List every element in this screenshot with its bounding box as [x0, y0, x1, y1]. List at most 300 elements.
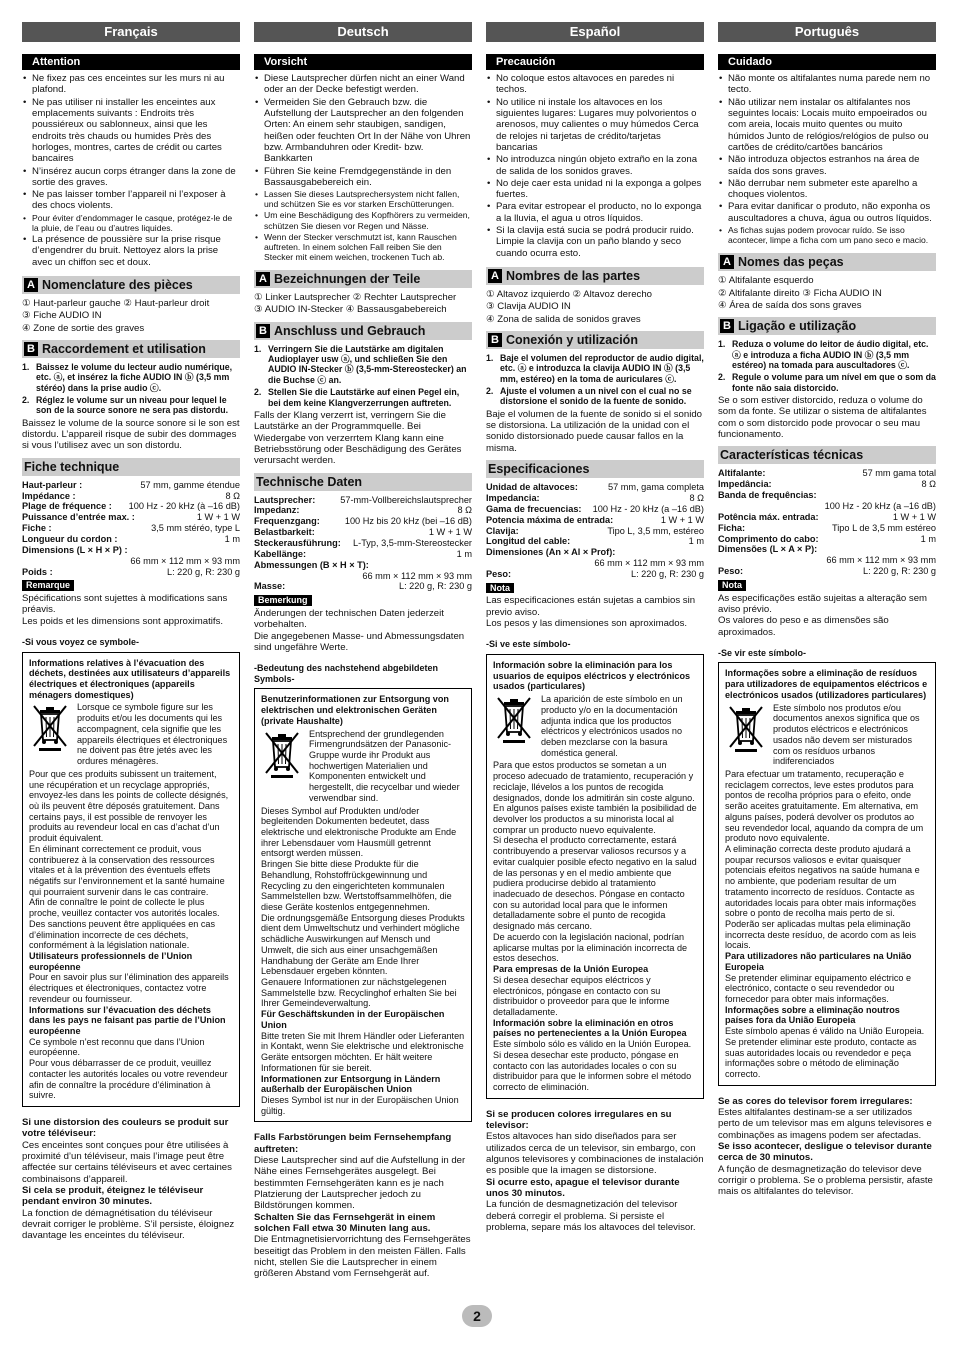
- step-text: Stellen Sie die Lautstärke auf einen Pegel ein, bei dem keine Klangverzerrungen auftreten.: [268, 387, 460, 408]
- disposal-info-box: [718, 662, 936, 1085]
- disposal-paragraph: Die ordnungsgemäße Entsorgung dieses Produkts dient dem Umweltschutz und verhindert mögliche schädliche Auswirkungen auf Mensch und Umwelt, die sich aus einer unsachgemäßen Handhabung der Geräte am Ende Ihrer Lebensdauer ergeben könnten.: [261, 912, 465, 977]
- crossed-bin-icon: [261, 729, 303, 779]
- spec-value: 8 Ω: [689, 492, 704, 503]
- connect-section-header: [22, 340, 240, 358]
- spec-value: 66 mm × 112 mm × 93 mm: [594, 558, 704, 569]
- note-line: Die angegebenen Masse- und Abmessungsdaten sind ungefähre Werte.: [254, 630, 465, 653]
- spec-row: [22, 501, 240, 512]
- section-badge-a: A: [256, 272, 270, 286]
- disposal-paragraphs: [725, 769, 929, 1080]
- spec-value: 66 mm × 112 mm × 93 mm: [130, 555, 240, 566]
- warning-item: • Diese Lautsprecher dürfen nicht an einer Wand oder an der Decke befestigt werden.: [254, 73, 472, 96]
- spec-key: Steckerausführung:: [254, 537, 341, 548]
- note-lines: [22, 593, 240, 627]
- connection-steps: [22, 362, 240, 416]
- spec-row: [486, 493, 704, 504]
- spec-value: 8 Ω: [457, 505, 472, 516]
- spec-value: 1 W + 1 W: [660, 514, 704, 525]
- spec-key: Unidad de altavoces:: [486, 482, 578, 493]
- language-header: Español: [486, 22, 704, 42]
- language-column: [254, 22, 472, 1279]
- section-badge-a: A: [488, 269, 502, 283]
- connect-section-title: Conexión y utilización: [506, 332, 638, 347]
- crossed-bin-icon: [725, 703, 767, 753]
- connection-step: [254, 387, 472, 408]
- disposal-paragraph: Dieses Symbol ist nur in der Europäischen Union gültig.: [261, 1094, 459, 1116]
- section-badge-a: A: [24, 278, 38, 292]
- disposal-paragraph: En éliminant correctement ce produit, vous contribuerez à la conservation des ressources vitales et à la prévention des éventuels effets négatifs sur l’environnement et la santé humaine qui pourraient survenir dans le cas contraire.: [29, 843, 225, 897]
- disposal-paragraph: Si desea desechar este producto, póngase en contacto con las autoridades locales o con su distribuidor para que le informen sobre el método correcto de eliminación.: [493, 1049, 692, 1092]
- note-line: Änderungen der technischen Daten jederzeit vorbehalten.: [254, 607, 444, 631]
- disposal-subheading: Información sobre la eliminación en otros países no pertenecientes a la Unión Europea: [493, 1017, 687, 1039]
- warning-list: [22, 73, 240, 268]
- spec-row: [718, 566, 936, 577]
- connection-steps: [254, 344, 472, 408]
- spec-value: 100 Hz bis 20 kHz (bei –16 dB): [344, 516, 472, 527]
- part-line: ① Altavoz izquierdo ② Altavoz derecho: [486, 289, 652, 300]
- warning-item: • N’insérez aucun corps étranger dans la zone de sortie des graves.: [22, 166, 240, 189]
- connection-step: [486, 353, 704, 384]
- spec-value: 1 m: [920, 533, 936, 544]
- distortion-advice: Si ocurre esto, apague el televisor durante unos 30 minutos.: [486, 1176, 680, 1199]
- warning-item: • No coloque estos altavoces en paredes ni techos.: [486, 73, 704, 96]
- spec-key: Dimensions (L × H × P) :: [22, 544, 128, 555]
- step-number: 2.: [254, 387, 262, 398]
- parts-list: [486, 289, 704, 325]
- spec-key: Potência máx. entrada:: [718, 511, 819, 522]
- spec-row: [254, 516, 472, 527]
- spec-key: Comprimento do cabo:: [718, 533, 819, 544]
- spec-key: Belastbarkeit:: [254, 527, 315, 538]
- spec-section-title: Especificaciones: [488, 462, 590, 477]
- distortion-text-2: Die Entmagnetisiervorrichtung des Fernsehgerätes beseitigt das Problem in den meisten Fällen. Falls nicht, stellen Sie die Lautsprecher in einem größeren Abstand vom Fernsehgerät auf.: [254, 1234, 471, 1280]
- warning-item: • Führen Sie keine Fremdgegenstände in den Bassausgabebereich ein.: [254, 166, 472, 189]
- distortion-advice: Se isso acontecer, desligue o televisor durante cerca de 30 minutos.: [718, 1141, 932, 1164]
- step-number: 2.: [486, 386, 494, 397]
- warning-item: • Um eine Beschädigung des Kopfhörers zu vermeiden, schützen Sie diesen vor Regen und Nässe.: [254, 210, 472, 230]
- warning-item: • Vermeiden Sie den Gebrauch bzw. die Aufstellung der Lautsprecher an den folgenden Orten: An einem sehr staubigen, sandigen, heißen oder feuchten Ort In der Nähe von Uhren bzw. Armbanduhren oder Kredit- bzw. Bankkarten: [254, 97, 472, 165]
- warning-item: • Pour éviter d’endommager le casque, protégez-le de la pluie, de l’eau ou d’autres liquides.: [22, 213, 240, 233]
- tv-distortion-section: [254, 1132, 472, 1279]
- step-number: 1.: [22, 361, 30, 372]
- crossed-bin-icon: [493, 694, 535, 744]
- disposal-subheading: Informationen zur Entsorgung in Ländern außerhalb der Europäischen Union: [261, 1073, 441, 1095]
- language-column: [22, 22, 240, 1279]
- connection-step: [254, 344, 472, 386]
- disposal-paragraphs: [261, 806, 465, 1117]
- parts-section-title: Bezeichnungen der Teile: [274, 272, 421, 287]
- section-badge-b: B: [720, 319, 734, 333]
- disposal-paragraphs: [29, 769, 233, 1101]
- disposal-paragraph: Pour vous débarrasser de ce produit, veuillez contacter les autorités locales ou votre revendeur afin de connaître la procédure d’élimination à suivre.: [29, 1058, 228, 1101]
- spec-value: L: 220 g, R: 230 g: [398, 581, 472, 592]
- part-line: ① Haut-parleur gauche ② Haut-parleur droit: [22, 297, 210, 309]
- note-label: Nota: [718, 580, 746, 591]
- warning-item: • Não introduza objectos estranhos na área de saída dos sons graves.: [718, 154, 936, 177]
- disposal-paragraph: A eliminação correcta deste produto ajudará a poupar recursos valiosos e evitar quaisquer potenciais efeitos negativos na saúde humana e no ambiente, que poderiam resultar de um tratamento incorrecto de resíduos. Contacte as autoridades locais para obter mais informações sobre o ponto de recolha mais perto de si.: [725, 843, 920, 919]
- spec-row: [486, 547, 704, 558]
- spec-row: [22, 545, 240, 556]
- disposal-info-box: [22, 652, 240, 1107]
- connect-section-title: Ligação e utilização: [738, 319, 857, 334]
- disposal-heading: Benutzerinformationen zur Entsorgung von elektrischen und elektronischen Geräten (private Haushalte): [261, 694, 449, 726]
- spec-value: Tipo L de 3,5 mm estéreo: [831, 522, 936, 533]
- distortion-advice: Si cela se produit, éteignez le téléviseur pendant environ 30 minutes.: [22, 1184, 204, 1208]
- spec-row: [486, 558, 704, 569]
- symbol-title: -Si ve este símbolo-: [486, 639, 571, 650]
- warning-item: • Si la clavija está sucia se podrá producir ruido. Limpie la clavija con un paño blando y seco cuando ocurra esto.: [486, 225, 704, 259]
- bin-symbol-text: Este símbolo nos produtos e/ou documentos anexos significa que os produtos eléctricos e electrónicos usados não devem ser misturados com os resíduos urbanos indiferenciados: [773, 702, 920, 767]
- spec-row: [486, 504, 704, 515]
- page-number: 2: [462, 1305, 492, 1327]
- spec-value: 8 Ω: [225, 490, 240, 501]
- step-number: 1.: [486, 352, 494, 363]
- disposal-subheading: Informations sur l’évacuation des déchets dans les pays ne faisant pas partie de l’Union européenne: [29, 1004, 226, 1037]
- disposal-paragraph: Si desea desechar equipos eléctricos y electrónicos, póngase en contacto con su distribuidor o proveedor para que le informe detalladamente.: [493, 974, 670, 1017]
- note-lines: [254, 608, 472, 653]
- step-text: Verringern Sie die Lautstärke am digitalen Audioplayer usw ⓐ, und schließen Sie den AUDIO IN-Stecker ⓑ (3,5-mm-Stereostecker) an die Buchse ⓒ an.: [268, 343, 467, 385]
- note-lines: [718, 593, 936, 638]
- symbol-title: -Si vous voyez ce symbole-: [22, 637, 140, 647]
- spec-key: Dimensões (L × A × P):: [718, 544, 818, 555]
- note-line: Les poids et les dimensions sont approximatifs.: [22, 615, 224, 627]
- warning-item: • No introduzca ningún objeto extraño en la zona de salida de los sonidos graves.: [486, 154, 704, 177]
- note-label: Nota: [486, 583, 514, 594]
- bin-row: [29, 702, 233, 766]
- part-line: ③ Clavija AUDIO IN: [486, 301, 571, 313]
- warning-item: • Ne pas utiliser ni installer les enceintes aux emplacements suivants : Endroits très poussiéreux ou sablonneux, ainsi que les endroits très chauds ou humides Près des horloges, montres, cartes de crédit ou cartes bancaires: [22, 97, 240, 165]
- tv-distortion-section: [718, 1096, 936, 1198]
- connect-section-header: [254, 322, 472, 340]
- tv-distortion-section: [22, 1117, 240, 1241]
- spec-row: [486, 536, 704, 547]
- language-columns: [22, 22, 936, 1280]
- spec-key: Kabellänge:: [254, 548, 307, 559]
- spec-value: 57 mm, gamme étendue: [140, 479, 240, 490]
- spec-key: Puissance d’entrée max. :: [22, 512, 135, 523]
- spec-table: [254, 495, 472, 593]
- spec-key: Peso:: [486, 568, 512, 579]
- disposal-heading: Información sobre la eliminación para los usuarios de equipos eléctricos y electrónicos usados (particulares): [493, 659, 691, 692]
- connect-section-header: [718, 317, 936, 335]
- connect-section-title: Raccordement et utilisation: [42, 341, 206, 356]
- distortion-title: Si une distorsion des couleurs se produit sur votre téléviseur:: [22, 1117, 229, 1140]
- distortion-text-2: A função de desmagnetização do televisor deve corrigir o problema. Se o problema persistir, afaste mais os altifalantes do televisor.: [718, 1163, 933, 1198]
- note-label: Remarque: [22, 580, 74, 591]
- disposal-paragraph: Pour que ces produits subissent un traitement, une récupération et un recyclage appropriés, envoyez-les dans les points de collecte désignés, où ils peuvent être déposés gratuitement. Dans certains pays, il est possible de renvoyer les produits au revendeur local en cas d’achat d’un produit équivalent.: [29, 768, 229, 844]
- parts-section-header: [486, 267, 704, 285]
- disposal-subheading: Para empresas de la Unión Europea: [493, 964, 649, 975]
- spec-value: 100 Hz - 20 kHz (a –16 dB): [592, 503, 704, 514]
- section-badge-a: A: [720, 255, 734, 269]
- disposal-subheading: Für Geschäftskunden in der Europäischen Union: [261, 1009, 445, 1030]
- spec-value: L: 220 g, R: 230 g: [630, 568, 704, 579]
- disposal-paragraph: Poderão ser aplicadas multas pela eliminação incorrecta deste resíduo, de acordo com as leis locais.: [725, 919, 917, 951]
- language-header: Português: [718, 22, 936, 42]
- spec-value: 100 Hz - 20 kHz (à –16 dB): [128, 501, 240, 512]
- spec-value: L-Typ, 3,5-mm-Stereostecker: [353, 537, 472, 548]
- warning-item: • No deje caer esta unidad ni la exponga a golpes fuertes.: [486, 178, 704, 201]
- connection-note: Se o som estiver distorcido, reduza o volume do som da fonte. Se utilizar o sistema de altifalantes com o som distorcido pode provocar o seu mau funcionamento.: [718, 395, 927, 441]
- spec-value: L: 220 g, R: 230 g: [862, 566, 936, 577]
- warning-item: • Lassen Sie dieses Lautsprechersystem nicht fallen, und schützen Sie es vor starken Erschütterungen.: [254, 189, 472, 209]
- section-badge-b: B: [24, 342, 38, 356]
- parts-list: [22, 298, 240, 334]
- spec-section-title: Fiche technique: [24, 459, 120, 474]
- note-line: Spécifications sont sujettes à modifications sans préavis.: [22, 593, 228, 616]
- disposal-subheading: Informações sobre a eliminação noutros países fora da União Europeia: [725, 1004, 900, 1026]
- tv-distortion-section: [486, 1109, 704, 1233]
- parts-section-title: Nomenclature des pièces: [42, 277, 193, 292]
- spec-key: Longueur du cordon :: [22, 534, 118, 545]
- note-line: Los pesos y las dimensiones son aproximados.: [486, 618, 688, 630]
- spec-key: Abmessungen (B × H × T):: [254, 559, 369, 570]
- disposal-paragraph: De acuerdo con la legislación nacional, podrían aplicarse multas por la eliminación incorrecta de estos desechos.: [493, 931, 688, 964]
- disposal-paragraph: Afin de connaître le point de collecte le plus proche, veuillez contacter vos autorités locales. Des sanctions peuvent être appliquées en cas d’élimination incorrecte de ces déchets, conformément à la législation nationale.: [29, 897, 220, 951]
- spec-row: [22, 567, 240, 578]
- disposal-info-box: [254, 688, 472, 1122]
- spec-row: [254, 505, 472, 516]
- spec-value: L: 220 g, R: 230 g: [166, 566, 240, 577]
- parts-section-header: [22, 276, 240, 294]
- spec-row: [718, 512, 936, 523]
- step-number: 1.: [254, 343, 262, 354]
- warning-title: Precaución: [486, 54, 704, 70]
- spec-table: [486, 482, 704, 580]
- distortion-text: Ces enceintes sont conçues pour être utilisées à proximité d’un téléviseur, mais l’image peut être affectée sur certains téléviseurs et avec certaines combinaisons d’appareil.: [22, 1139, 232, 1185]
- spec-row: [486, 526, 704, 537]
- parts-section-title: Nombres de las partes: [506, 269, 641, 283]
- step-text: Reduza o volume do leitor de áudio digital, etc. ⓐ e introduza a ficha AUDIO IN ⓑ (3,5 mm estéreo) na tomada para auscultadores ⓒ.: [732, 339, 929, 371]
- distortion-text-2: La función de desmagnetización del televisor deberá corregir el problema. Si persiste el problema, separe más los altavoces del televisor.: [486, 1199, 696, 1233]
- spec-value: 1 m: [456, 548, 472, 559]
- spec-row: [486, 482, 704, 493]
- spec-row: [254, 549, 472, 560]
- spec-table: [718, 468, 936, 577]
- step-text: Baje el volumen del reproductor de audio digital, etc. ⓐ e introduzca la clavija AUDIO IN ⓑ (3,5 mm, estéreo) en la toma de auriculares ⓒ.: [500, 352, 704, 384]
- part-line: ④ Zona de salida de sonidos graves: [486, 313, 641, 325]
- disposal-subheading: Utilisateurs professionnels de l’Union européenne: [29, 951, 193, 972]
- note-line: Las especificaciones están sujetas a cambios sin previo aviso.: [486, 595, 696, 618]
- bin-symbol-text: La aparición de este símbolo en un producto y/o en la documentación adjunta indica que los productos eléctricos y electrónicos usados no deben mezclarse con la basura doméstica general.: [541, 694, 683, 758]
- bin-symbol-text: Entsprechend der grundlegenden Firmengrundsätzen der Panasonic-Gruppe wurde ihr Produkt aus hochwertigen Materialien und Komponenten entwickelt und hergestellt, die recycelbar und wieder verwendbar sind.: [309, 728, 460, 803]
- spec-row: [254, 495, 472, 506]
- spec-row: [254, 538, 472, 549]
- spec-key: Poids :: [22, 566, 53, 577]
- spec-key: Clavija:: [486, 525, 519, 536]
- language-column: [486, 22, 704, 1279]
- spec-row: [254, 571, 472, 582]
- warning-title: Attention: [22, 54, 240, 70]
- spec-row: [718, 523, 936, 534]
- step-number: 2.: [22, 395, 30, 406]
- parts-list: [254, 292, 472, 316]
- bin-row: [261, 729, 465, 804]
- disposal-subheading: Para utilizadores não particulares na União Europeia: [725, 951, 912, 972]
- disposal-paragraph: Este símbolo apenas é válido na União Europeia.: [725, 1026, 925, 1037]
- spec-row: [22, 534, 240, 545]
- spec-key: Gama de frecuencias:: [486, 503, 582, 514]
- part-line: ④ Área de saída dos sons graves: [718, 299, 862, 311]
- parts-section-title: Nomes das peças: [738, 255, 844, 270]
- warning-item: • Ne fixez pas ces enceintes sur les murs ni au plafond.: [22, 73, 240, 96]
- spec-row: [22, 491, 240, 502]
- spec-value: 100 Hz - 20 kHz (a –16 dB): [824, 500, 936, 511]
- bin-symbol-text: Lorsque ce symbole figure sur les produits et/ou les documents qui les accompagnent, cela signifie que les appareils électriques et électroniques ne doivent pas être jetés avec les ordures ménagères.: [77, 702, 228, 767]
- warning-item: • Não monte os altifalantes numa parede nem no tecto.: [718, 73, 936, 96]
- crossed-bin-icon: [29, 702, 71, 752]
- spec-row: [486, 515, 704, 526]
- warning-item: • Não utilizar nem instalar os altifalantes nos seguintes locais: Locais muito empoeirados ou com areia, locais muito quentes ou muito húmidos Junto de relógios/relógios de pulso ou cartões de crédito/cartões bancários: [718, 97, 936, 154]
- spec-row: [718, 555, 936, 566]
- spec-row: [22, 556, 240, 567]
- section-badge-b: B: [488, 333, 502, 347]
- disposal-info-box: [486, 654, 704, 1099]
- part-line: ② Altifalante direito ③ Ficha AUDIO IN: [718, 287, 882, 299]
- spec-row: [718, 490, 936, 501]
- connection-note: Baissez le volume de la source sonore si le son est distordu. L’appareil risque de subir des dommages si vous l’utilisez avec un son distordu.: [22, 417, 240, 452]
- spec-value: 3,5 mm stéréo, type L: [151, 523, 240, 534]
- distortion-title: Falls Farbstörungen beim Fernsehempfang auftreten:: [254, 1132, 452, 1155]
- warning-title: Vorsicht: [254, 54, 472, 70]
- spec-value: 57-mm-Vollbereichslautsprecher: [340, 494, 472, 505]
- warning-title: Cuidado: [718, 54, 936, 70]
- symbol-title: -Se vir este símbolo-: [718, 647, 807, 658]
- spec-row: [254, 581, 472, 592]
- distortion-text: Estes altifalantes destinam-se a ser utilizados perto de um televisor mas em alguns televisores e combinações as imagens podem ser afectadas.: [718, 1107, 932, 1141]
- disposal-paragraph: Si desecha el producto correctamente, estará contribuyendo a preservar valiosos recursos y a evitar cualquier posible efecto negativo en la salud de las personas y en el medio ambiente que pudiera producirse debido al tratamiento inadecuado de desechos. Póngase en contacto con su autoridad local para que le informen detalladamente sobre el punto de recogida designado más cercano.: [493, 835, 697, 932]
- step-number: 2.: [718, 372, 726, 383]
- spec-value: 57 mm, gama completa: [608, 482, 704, 493]
- warning-item: • La présence de poussière sur la prise risque d’engendrer du bruit. Nettoyez alors la prise avec un chiffon sec et doux.: [22, 234, 240, 268]
- language-header: Deutsch: [254, 22, 472, 42]
- warning-item: • As fichas sujas podem provocar ruído. Se isso acontecer, limpe a ficha com um pano seco e macio.: [718, 225, 936, 245]
- distortion-text: Estos altavoces han sido diseñados para ser utilizados cerca de un televisor, sin embargo, con algunos televisores y combinaciones de instalación es posible que la imagen se distorsione.: [486, 1131, 704, 1177]
- disposal-heading: Informações sobre a eliminação de resíduos para utilizadores de equipamentos eléctricos e electrónicos usados (utilizadores particulares): [725, 668, 928, 700]
- parts-section-header: [254, 270, 472, 288]
- spec-value: 1 W + 1 W: [892, 511, 936, 522]
- spec-row: [22, 512, 240, 523]
- spec-row: [22, 523, 240, 534]
- spec-key: Plage de fréquence :: [22, 501, 112, 512]
- part-line: ④ Zone de sortie des graves: [22, 322, 145, 334]
- warning-list: [486, 73, 704, 259]
- distortion-title: Si se producen colores irregulares en su televisor:: [486, 1108, 672, 1132]
- disposal-paragraph: Se pretender eliminar este produto, contacte as suas autoridades locais ou revendedor e peça informações sobre o método de eliminação correcto.: [725, 1036, 917, 1080]
- note-label: Bemerkung: [254, 595, 312, 606]
- section-badge-b: B: [256, 324, 270, 338]
- disposal-paragraph: Para efectuar um tratamento, recuperação e reciclagem correctos, leve estes produtos para pontos de recolha próprios para o efeito, onde serão aceites gratuitamente. Em alternativa, em alguns países, poderá devolver os produtos ao seu revendedor local, aquando da compra de um produto novo equivalente.: [725, 768, 924, 844]
- connection-step: [718, 372, 936, 393]
- step-text: Regule o volume para um nível em que o som da fonte não saia distorcido.: [732, 372, 936, 393]
- spec-key: Banda de frequências:: [718, 490, 817, 501]
- part-line: ③ Fiche AUDIO IN: [22, 310, 102, 322]
- connect-section-title: Anschluss und Gebrauch: [274, 323, 426, 338]
- spec-value: 1 W + 1 W: [428, 527, 472, 538]
- spec-key: Fiche :: [22, 523, 52, 534]
- connection-note: Falls der Klang verzerrt ist, verringern Sie die Lautstärke an der Programmquelle. Bei Wiedergabe von verzerrtem Klang kann eine Betriebsstörung oder Beschädigung des Gerätes verursacht werden.: [254, 409, 462, 467]
- spec-key: Ficha:: [718, 522, 746, 533]
- spec-section-header: [718, 446, 936, 464]
- bin-row: [493, 694, 697, 758]
- warning-item: • No utilice ni instale los altavoces en los siguientes lugares: Lugares muy polvorientos o arenosos, muy calientes o muy húmedos Cerca de relojes ni tarjetas de crédito/tarjetas bancarias: [486, 97, 704, 154]
- part-line: ③ AUDIO IN-Stecker ④ Bassausgabebereich: [254, 304, 447, 316]
- disposal-paragraph: Bitte treten Sie mit Ihrem Händler oder Lieferanten in Kontakt, wenn Sie elektrische und elektronische Geräte entsorgen möchten. Er hält weitere Informationen für sie bereit.: [261, 1030, 465, 1073]
- warning-item: • Não derrubar nem submeter este aparelho a choques violentos.: [718, 178, 936, 201]
- connection-steps: [718, 339, 936, 393]
- note-line: Os valores do peso e as dimensões são aproximados.: [718, 615, 889, 638]
- spec-row: [718, 534, 936, 545]
- step-text: Ajuste el volumen a un nivel con el cual no se distorsione el sonido de la fuente de sonido.: [500, 386, 692, 407]
- distortion-text: Diese Lautsprecher sind auf die Aufstellung in der Nähe eines Fernsehgerätes ausgelegt. Bei bestimmten Fernsehgeräten kann es je nach Platzierung der Lautsprecher jedoch zu Bildstörungen kommen.: [254, 1155, 466, 1212]
- spec-value: 1 W + 1 W: [196, 512, 240, 523]
- spec-section-title: Technische Daten: [256, 474, 363, 489]
- spec-value: 1 m: [224, 534, 240, 545]
- spec-row: [718, 501, 936, 512]
- spec-row: [254, 527, 472, 538]
- warning-list: [254, 73, 472, 262]
- spec-value: 8 Ω: [921, 479, 936, 490]
- spec-key: Impedancia:: [486, 492, 540, 503]
- spec-row: [254, 560, 472, 571]
- warning-item: • Ne pas laisser tomber l’appareil ni l’exposer à des chocs violents.: [22, 189, 240, 212]
- step-text: Réglez le volume sur un niveau pour lequel le son de la source sonore ne sera pas distordu.: [36, 395, 229, 416]
- disposal-paragraph: Genauere Informationen zur nächstgelegenen Sammelstelle bzw. Recyclinghof erhalten Sie bei Ihrer Gemeindeverwaltung.: [261, 977, 457, 1009]
- note-line: As especificações estão sujeitas a alteração sem aviso prévio.: [718, 592, 928, 615]
- disposal-heading: Informations relatives à l’évacuation des déchets, destinées aux utilisateurs d’appareils électriques et électroniques (appareils ménagers domestiques): [29, 657, 231, 700]
- spec-key: Impédance :: [22, 490, 76, 501]
- spec-key: Masse:: [254, 581, 286, 592]
- spec-value: Tipo L, 3,5 mm, estéreo: [607, 525, 704, 536]
- warning-item: • Para evitar danificar o produto, não exponha os auscultadores a chuva, água ou outros líquidos.: [718, 201, 936, 224]
- parts-list: [718, 275, 936, 311]
- warning-item: • Para evitar estropear el producto, no lo exponga a la lluvia, el agua u otros líquidos.: [486, 201, 704, 224]
- disposal-paragraph: Ce symbole n’est reconnu que dans l’Union européenne.: [29, 1036, 205, 1058]
- connect-section-header: [486, 331, 704, 349]
- symbol-title: -Bedeutung des nachstehend abgebildeten Symbols-: [254, 663, 439, 684]
- spec-key: Lautsprecher:: [254, 494, 316, 505]
- note-lines: [486, 595, 704, 629]
- distortion-title: Se as cores do televisor forem irregulares:: [718, 1095, 913, 1107]
- spec-key: Longitud del cable:: [486, 536, 571, 547]
- disposal-paragraph: Dieses Symbol auf Produkten und/oder begleitenden Dokumenten bedeutet, dass elektrische und elektronische Produkte am Ende ihrer Lebensdauer vom Hausmüll getrennt entsorgt werden müssen.: [261, 805, 457, 859]
- disposal-paragraph: Bringen Sie bitte diese Produkte für die Behandlung, Rohstoffrückgewinnung und Recycling zu den eingerichteten kommunalen Sammelstellen bzw. Wertstoffsammelhöfen, die diese Geräte kostenlos entgegennehmen.: [261, 859, 452, 913]
- spec-row: [22, 480, 240, 491]
- spec-section-header: [254, 473, 472, 491]
- distortion-text-2: La fonction de démagnétisation du téléviseur devrait corriger le problème. S’il persiste, éloignez davantage les enceintes du téléviseur.: [22, 1207, 235, 1242]
- step-text: Baissez le volume du lecteur audio numérique, etc. ⓐ, et insérez la fiche AUDIO IN ⓑ (3,5 mm stéréo) dans la prise audio ⓒ.: [36, 361, 233, 393]
- spec-key: Dimensiones (An × Al × Prof):: [486, 547, 616, 558]
- part-line: ① Linker Lautsprecher ② Rechter Lautsprecher: [254, 292, 457, 304]
- warning-list: [718, 73, 936, 245]
- connection-step: [22, 395, 240, 416]
- spec-section-header: [22, 458, 240, 476]
- parts-section-header: [718, 253, 936, 271]
- spec-value: 57 mm gama total: [862, 468, 936, 479]
- spec-key: Impedância:: [718, 479, 772, 490]
- disposal-paragraph: Se pretender eliminar equipamento eléctrico e electrónico, contacte o seu revendedor ou fornecedor para obter mais informações.: [725, 972, 912, 1005]
- spec-row: [718, 544, 936, 555]
- spec-table: [22, 480, 240, 578]
- disposal-paragraph: Para que estos productos se sometan a un proceso adecuado de tratamiento, recuperación y reciclaje, llévelos a los puntos de recogida designados, donde los admitirán sin coste alguno. En algunos países existe también la posibilidad de devolver los productos a su minorista local al comprar un producto nuevo equivalente.: [493, 760, 697, 835]
- spec-key: Frequenzgang:: [254, 516, 320, 527]
- language-header: Français: [22, 22, 240, 42]
- spec-value: 1 m: [688, 536, 704, 547]
- disposal-paragraph: Este símbolo sólo es válido en la Unión Europea.: [493, 1039, 692, 1050]
- step-number: 1.: [718, 339, 726, 350]
- connection-step: [718, 339, 936, 370]
- spec-key: Altifalante:: [718, 468, 766, 479]
